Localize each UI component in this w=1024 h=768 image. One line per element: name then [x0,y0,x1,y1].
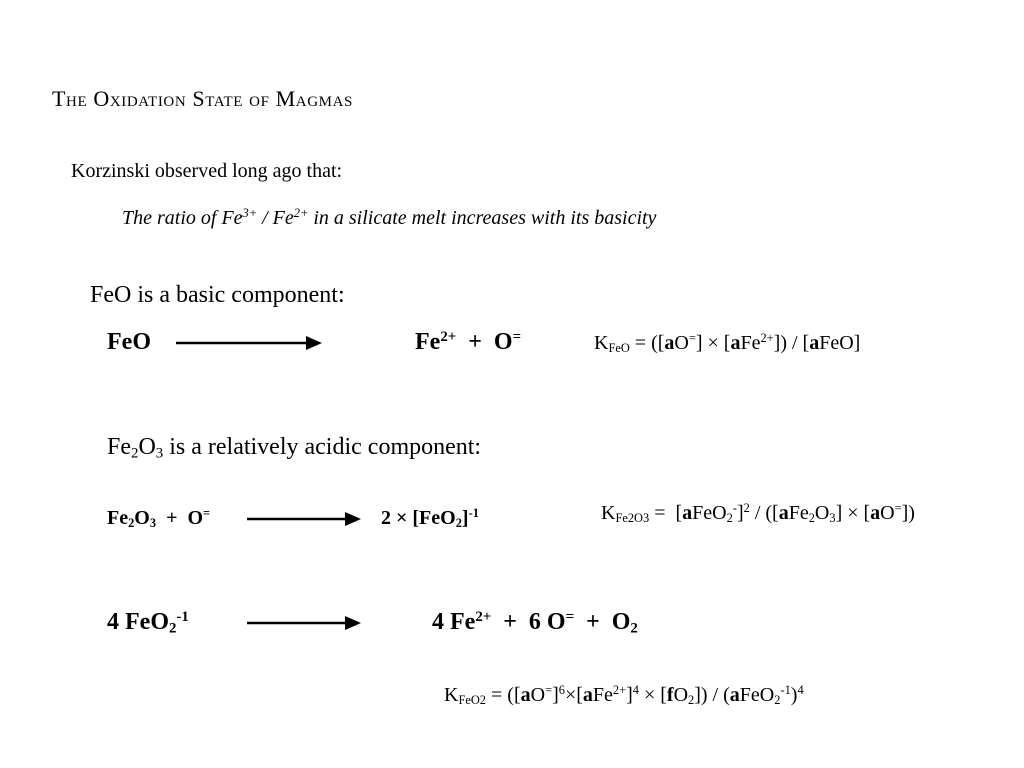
korzinski-statement [122,207,656,230]
expr-part: ] [552,684,559,706]
reaction-arrow-icon [176,333,322,353]
expr-charge: = [688,331,696,346]
expr-part: O [674,332,689,354]
feo-products [415,329,521,356]
formula-subscript: 2 [455,516,462,531]
expr-part: ] × [ [835,502,871,524]
expr-part: ) [790,684,798,706]
feo2-reactant [107,609,189,636]
expr-part: Fe [788,502,809,524]
formula-part: + 6 O [491,609,566,635]
expr-power: 4 [632,683,639,698]
formula-charge: = [565,608,575,625]
expr-subscript: 2 [808,511,815,526]
formula-part: Fe [107,507,129,529]
expr-part: Fe [740,332,761,354]
expr-part: / ([ [749,502,779,524]
formula-subscript: 2 [630,620,638,637]
quote-text-1: The ratio of Fe [122,207,243,229]
expr-part: O [880,502,895,524]
expr-part: = ([ [629,332,665,354]
heading-part: is a relatively acidic component: [163,434,482,460]
fe-ion: Fe [415,329,441,355]
formula-subscript: 2 [168,620,177,637]
expr-charge: = [894,501,902,516]
fe-charge: 2+ [440,328,457,345]
expr-part: × [ [638,684,667,706]
formula-part: 4 Fe [432,609,476,635]
k-feo-expression [594,332,860,355]
fe2o3-reactants [107,507,210,530]
k-feo2-expression [444,684,804,707]
o-charge: = [512,328,522,345]
activity-symbol: a [870,502,881,524]
expr-power: 2 [743,501,750,516]
expr-part: O [673,684,689,706]
quote-text-3: in a silicate melt increases with its basicity [308,207,657,229]
heading-subscript: 2 [131,445,139,462]
fe2o3-heading [107,434,481,461]
o-ion: O [493,329,513,355]
expr-part: O [530,684,546,706]
expr-power: 6 [558,683,565,698]
formula-charge: 2+ [475,608,492,625]
feo-reactant: FeO [107,329,151,355]
formula-subscript: 2 [128,516,135,531]
expr-part: ] [626,684,633,706]
plus-sign: + [468,329,482,355]
expr-charge: = [545,683,553,698]
activity-symbol: a [582,684,593,706]
formula-part: + O [156,507,204,529]
intro-text: Korzinski observed long ago that: [71,160,343,182]
activity-symbol: a [778,502,789,524]
activity-symbol: a [730,332,741,354]
reaction-arrow-icon [247,613,361,633]
expr-subscript: 2 [774,693,781,708]
expr-part: ]) / ( [694,684,730,706]
formula-part: 2 × [FeO [381,507,456,529]
fugacity-symbol: f [666,684,674,706]
expr-part: ] × [ [695,332,731,354]
formula-charge: -1 [176,608,189,625]
expr-subscript: 2 [688,693,695,708]
k-subscript: Fe2O3 [615,511,650,526]
formula-part: O [134,507,150,529]
activity-symbol: a [729,684,740,706]
formula-charge: -1 [468,506,479,521]
expr-charge: 2+ [612,683,627,698]
slide-title: The Oxidation State of Magmas [52,86,353,111]
k-symbol: K [594,332,609,354]
expr-part: = [ [649,502,683,524]
expr-part: FeO [739,684,775,706]
formula-part: + O [574,609,631,635]
expr-subscript: 3 [829,511,836,526]
expr-charge: 2+ [760,331,774,346]
activity-symbol: a [520,684,531,706]
quote-charge-1: 3+ [242,206,258,221]
formula-charge: = [203,506,211,521]
expr-part: = ([ [486,684,521,706]
expr-part: FeO] [819,332,861,354]
activity-symbol: a [682,502,693,524]
heading-part: Fe [107,434,131,460]
expr-part: O [814,502,830,524]
feo2-products [432,609,638,636]
expr-part: FeO [692,502,727,524]
k-subscript: FeO [608,341,630,356]
formula-part: ] [461,507,469,529]
fe2o3-product [381,507,479,530]
heading-part: O [138,434,156,460]
quote-text-2: / Fe [257,207,294,229]
feo-heading: FeO is a basic component: [90,282,345,308]
expr-charge: -1 [780,683,791,698]
expr-part: Fe [592,684,613,706]
k-subscript: FeO2 [458,693,486,708]
formula-part: 4 FeO [107,609,169,635]
expr-part: ]) [901,502,915,524]
k-symbol: K [601,502,616,524]
expr-charge: - [732,501,737,516]
expr-part: ] [736,502,744,524]
expr-part: ×[ [564,684,583,706]
quote-charge-2: 2+ [293,206,309,221]
activity-symbol: a [809,332,820,354]
expr-part: ]) / [ [773,332,810,354]
activity-symbol: a [664,332,675,354]
reaction-arrow-icon [247,509,361,529]
k-symbol: K [444,684,459,706]
formula-subscript: 3 [149,516,157,531]
expr-power: 4 [797,683,804,698]
expr-subscript: 2 [726,511,733,526]
k-fe2o3-expression [601,502,915,525]
heading-subscript: 3 [155,445,164,462]
